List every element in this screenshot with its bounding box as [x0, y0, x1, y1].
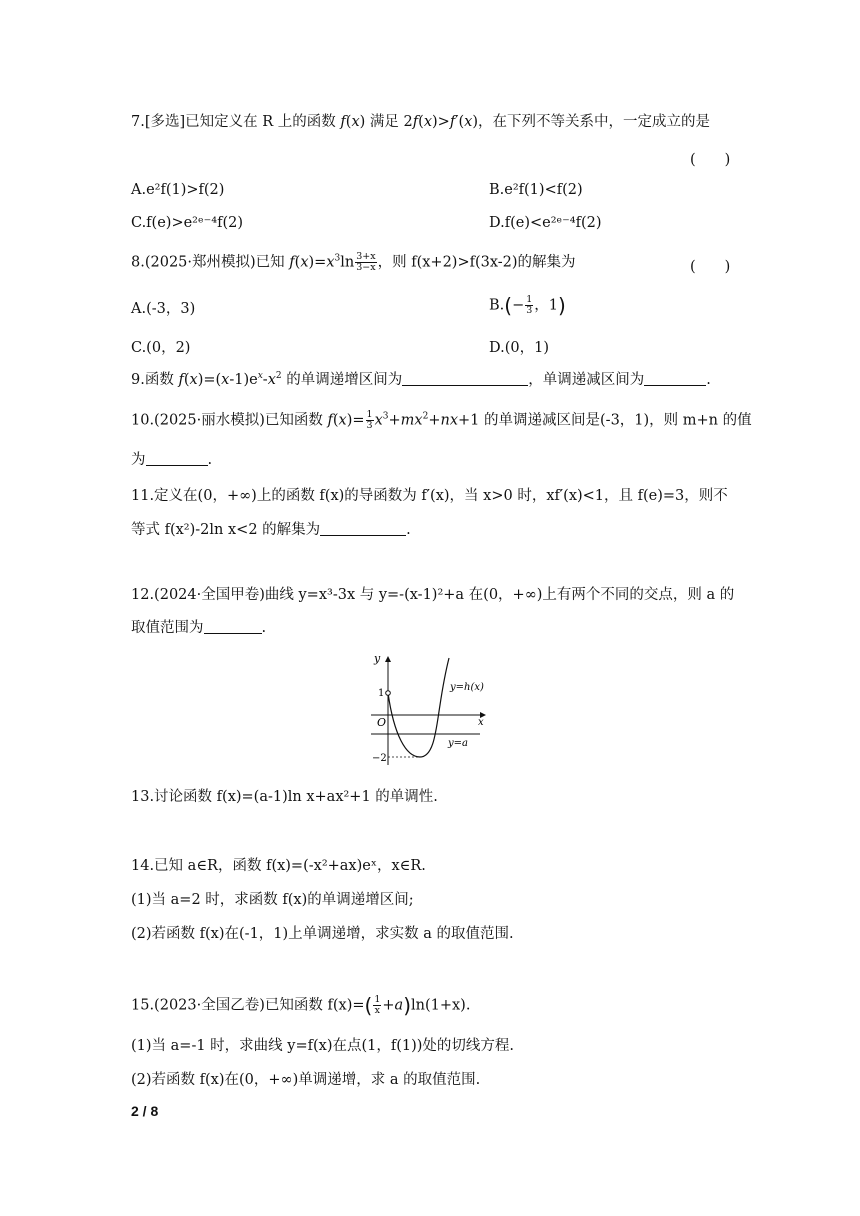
q8-option-d: D.(0，1) — [489, 340, 549, 356]
q7-answer-paren: ( ) — [690, 152, 731, 168]
q7-option-d: D.f(e)<e²ᵉ⁻⁴f(2) — [489, 215, 602, 231]
q7-option-a: A.e²f(1)>f(2) — [131, 182, 225, 198]
line-label: y=a — [448, 738, 468, 749]
q13-stem: 13.讨论函数 f(x)=(a-1)ln x+ax²+1 的单调性. — [131, 789, 438, 805]
q15-stem: 15.(2023·全国乙卷)已知函数 f(x)=( $\frac{1}{x}$ +a)ln(1+x). — [131, 993, 471, 1018]
q9-stem: 9.函数 $f(x)=(x-1)e^x-x^2$ 的单调递增区间为 ，单调递减区间为 . — [131, 371, 711, 388]
q9-blank-increasing[interactable] — [402, 371, 528, 386]
q9-blank-decreasing[interactable] — [644, 371, 706, 386]
curve-label: y=h(x) — [450, 682, 484, 693]
q14-line1: 14.已知 a∈R，函数 f(x)=(-x²+ax)eˣ，x∈R. — [131, 858, 426, 874]
q7-option-c: C.f(e)>e²ᵉ⁻⁴f(2) — [131, 215, 243, 231]
q10-stem: 10.(2025·丽水模拟)已知函数 f(x)= $\frac{1}{3}$ $x^3+mx^2+nx+1$ 的单调递减区间是(-3，1)，则 m+n 的值 — [131, 409, 752, 431]
q11-line2: 等式 f(x²)-2ln x<2 的解集为 . — [131, 522, 411, 538]
q8-option-a: A.(-3，3) — [131, 301, 196, 317]
open-point — [386, 691, 391, 696]
origin-label: O — [377, 716, 387, 729]
q7-stem: 7.[多选]已知定义在 R 上的函数 f(x) 满足 2f(x)>f′(x)，在下列不等关系中，一定成立的是 — [131, 114, 710, 130]
y-axis-label: y — [374, 652, 381, 665]
q10-blank[interactable] — [146, 451, 208, 466]
tick-label-neg2: −2 — [372, 753, 387, 764]
q12-line2: 取值范围为 . — [131, 620, 267, 636]
q8-answer-paren: ( ) — [690, 259, 731, 275]
q7-option-b: B.e²f(1)<f(2) — [489, 182, 583, 198]
q11-blank[interactable] — [320, 521, 406, 536]
q8-option-c: C.(0，2) — [131, 340, 191, 356]
tick-label-1: 1 — [378, 688, 385, 699]
q8-stem: 8.(2025·郑州模拟)已知 $f(x)=x^3\ln$ $\frac{3+x}{3-x}$ ，则 f(x+2)>f(3x-2)的解集为 — [131, 251, 576, 273]
q8-fraction: $\frac{3+x}{3-x}$ — [356, 251, 376, 273]
x-axis-label: x — [478, 717, 484, 728]
q11-line1: 11.定义在(0，+∞)上的函数 f(x)的导函数为 f′(x)，当 x>0 时，xf′(x)<1，且 f(e)=3，则不 — [131, 488, 728, 504]
q12-line1: 12.(2024·全国甲卷)曲线 y=x³-3x 与 y=-(x-1)²+a 在(0，+∞)上有两个不同的交点，则 a 的 — [131, 587, 735, 603]
function-graph — [368, 650, 493, 768]
page-number: 2 / 8 — [131, 1103, 159, 1119]
q8-option-b: B.(− $\frac{1}{3}$ ，1) — [489, 293, 566, 318]
q14-part1: (1)当 a=2 时，求函数 f(x)的单调递增区间; — [131, 892, 414, 908]
q10-line2: 为 . — [131, 452, 213, 468]
curve-h — [388, 658, 449, 757]
q15-part2: (2)若函数 f(x)在(0，+∞)单调递增，求 a 的取值范围. — [131, 1072, 481, 1088]
q14-part2: (2)若函数 f(x)在(-1，1)上单调递增，求实数 a 的取值范围. — [131, 926, 514, 942]
q15-part1: (1)当 a=-1 时，求曲线 y=f(x)在点(1，f(1))处的切线方程. — [131, 1038, 515, 1054]
q12-blank[interactable] — [204, 619, 262, 634]
